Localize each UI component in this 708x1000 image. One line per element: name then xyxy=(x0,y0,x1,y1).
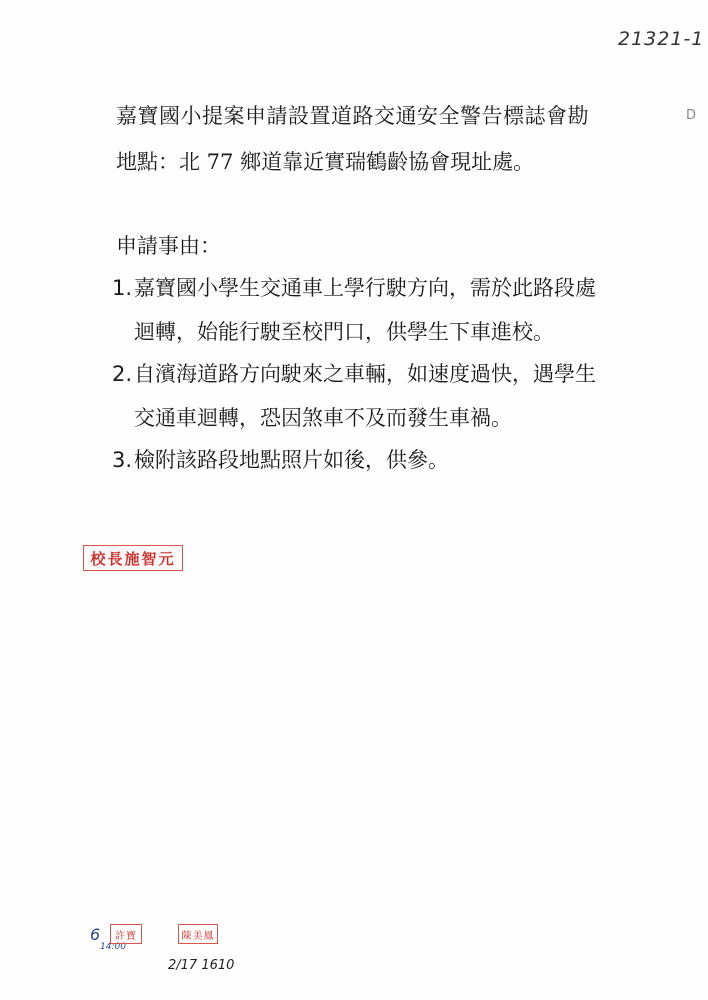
principal-seal-stamp: 校長施智元 xyxy=(83,545,183,571)
small-seal-stamp: 陳美鳳 xyxy=(178,924,218,944)
handwritten-time: 14:00 xyxy=(100,942,126,952)
reason-item-1 xyxy=(112,272,596,302)
document-title: 嘉寶國小提案申請設置道路交通安全警告標誌會勘 xyxy=(116,104,589,128)
corner-mark: D xyxy=(686,108,697,123)
reason-item-2-continuation: 交通車迴轉，恐因煞車不及而發生車禍。 xyxy=(134,406,512,430)
small-seal-stamp: 許寶 xyxy=(110,924,142,944)
item-text: 嘉寶國小學生交通車上學行駛方向，需於此路段處 xyxy=(134,276,596,300)
location-line: 地點：北 77 鄉道靠近實瑞鶴齡協會現址處。 xyxy=(116,150,535,174)
item-text: 檢附該路段地點照片如後，供參。 xyxy=(134,448,449,472)
handwritten-note: 6 xyxy=(90,925,101,944)
reason-item-2 xyxy=(112,358,596,388)
reason-item-1-continuation: 迴轉，始能行駛至校門口，供學生下車進校。 xyxy=(134,320,554,344)
handwritten-date: 2/17 1610 xyxy=(168,958,235,973)
handwritten-doc-number: 21321-1 xyxy=(618,28,705,50)
reason-item-3 xyxy=(112,444,449,474)
item-text: 自濱海道路方向駛來之車輛，如速度過快，遇學生 xyxy=(134,362,596,386)
item-number: 2. xyxy=(112,362,133,386)
item-number: 3. xyxy=(112,448,133,472)
reason-heading: 申請事由： xyxy=(116,234,221,258)
item-number: 1. xyxy=(112,276,133,300)
